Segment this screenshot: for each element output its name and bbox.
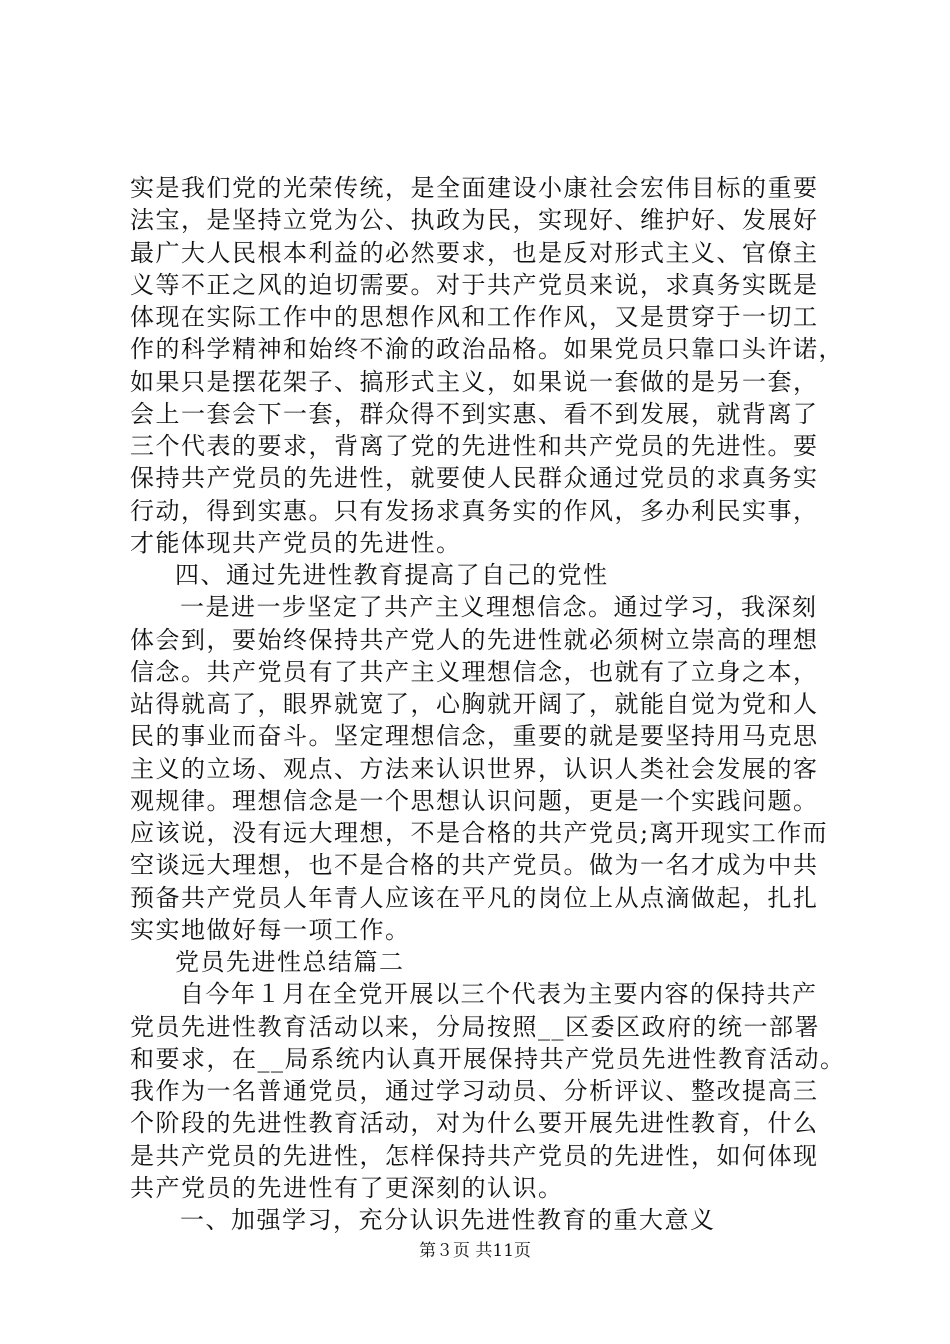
text-line: 体会到，要始终保持共产党人的先进性就必须树立崇高的理想 xyxy=(130,625,819,654)
text-line: 实实地做好每一项工作。 xyxy=(130,915,411,944)
section-heading: 党员先进性总结篇二 xyxy=(175,948,405,976)
text-line: 我作为一名普通党员，通过学习动员、分析评议、整改提高三 xyxy=(130,1077,819,1105)
text-line: 和要求，在__局系统内认真开展保持共产党员先进性教育活动。 xyxy=(130,1044,846,1073)
section-heading: 四、通过先进性教育提高了自己的党性 xyxy=(175,561,609,589)
text-line: 如果只是摆花架子、搞形式主义，如果说一套做的是另一套， xyxy=(130,367,819,396)
text-line: 空谈远大理想，也不是合格的共产党员。做为一名才成为中共 xyxy=(130,851,819,880)
text-line: 三个代表的要求，背离了党的先进性和共产党员的先进性。要 xyxy=(130,432,819,460)
text-line: 实是我们党的光荣传统，是全面建设小康社会宏伟目标的重要 xyxy=(130,174,819,202)
text-line: 作的科学精神和始终不渝的政治品格。如果党员只靠口头许诺， xyxy=(130,335,844,364)
text-line: 站得就高了，眼界就宽了，心胸就开阔了，就能自觉为党和人 xyxy=(130,690,819,718)
text-line: 会上一套会下一套，群众得不到实惠、看不到发展，就背离了 xyxy=(130,399,819,428)
text-line: 预备共产党员人年青人应该在平凡的岗位上从点滴做起，扎扎 xyxy=(130,883,819,912)
text-line: 主义的立场、观点、方法来认识世界，认识人类社会发展的客 xyxy=(130,754,819,783)
section-heading: 一、加强学习，充分认识先进性教育的重大意义 xyxy=(180,1206,716,1234)
text-line: 一是进一步坚定了共产主义理想信念。通过学习，我深刻 xyxy=(180,593,818,622)
text-line: 法宝，是坚持立党为公、执政为民，实现好、维护好、发展好 xyxy=(130,206,819,235)
document-body xyxy=(130,172,850,1236)
text-line: 党员先进性教育活动以来，分局按照__区委区政府的统一部署 xyxy=(130,1012,820,1041)
text-line: 最广大人民根本利益的必然要求，也是反对形式主义、官僚主 xyxy=(130,238,819,267)
page-number: 第３页 共11页 xyxy=(418,1241,532,1261)
text-line: 信念。共产党员有了共产主义理想信念，也就有了立身之本， xyxy=(130,657,819,686)
text-line: 应该说，没有远大理想，不是合格的共产党员;离开现实工作而 xyxy=(130,819,829,847)
text-line: 才能体现共产党员的先进性。 xyxy=(130,528,462,557)
text-line: 观规律。理想信念是一个思想认识问题，更是一个实践问题。 xyxy=(130,786,819,815)
text-line: 是共产党员的先进性，怎样保持共产党员的先进性，如何体现 xyxy=(130,1141,819,1170)
text-line: 行动，得到实惠。只有发扬求真务实的作风，多办利民实事， xyxy=(130,496,819,525)
text-line: 义等不正之风的迫切需要。对于共产党员来说，求真务实既是 xyxy=(130,270,819,299)
text-line: 个阶段的先进性教育活动，对为什么要开展先进性教育，什么 xyxy=(130,1109,819,1138)
text-line: 自今年１月在全党开展以三个代表为主要内容的保持共产 xyxy=(180,980,818,1009)
text-line: 民的事业而奋斗。坚定理想信念，重要的就是要坚持用马克思 xyxy=(130,722,819,751)
text-line: 共产党员的先进性有了更深刻的认识。 xyxy=(130,1173,564,1202)
text-line: 保持共产党员的先进性，就要使人民群众通过党员的求真务实 xyxy=(130,464,819,493)
text-line: 体现在实际工作中的思想作风和工作作风，又是贯穿于一切工 xyxy=(130,303,819,331)
